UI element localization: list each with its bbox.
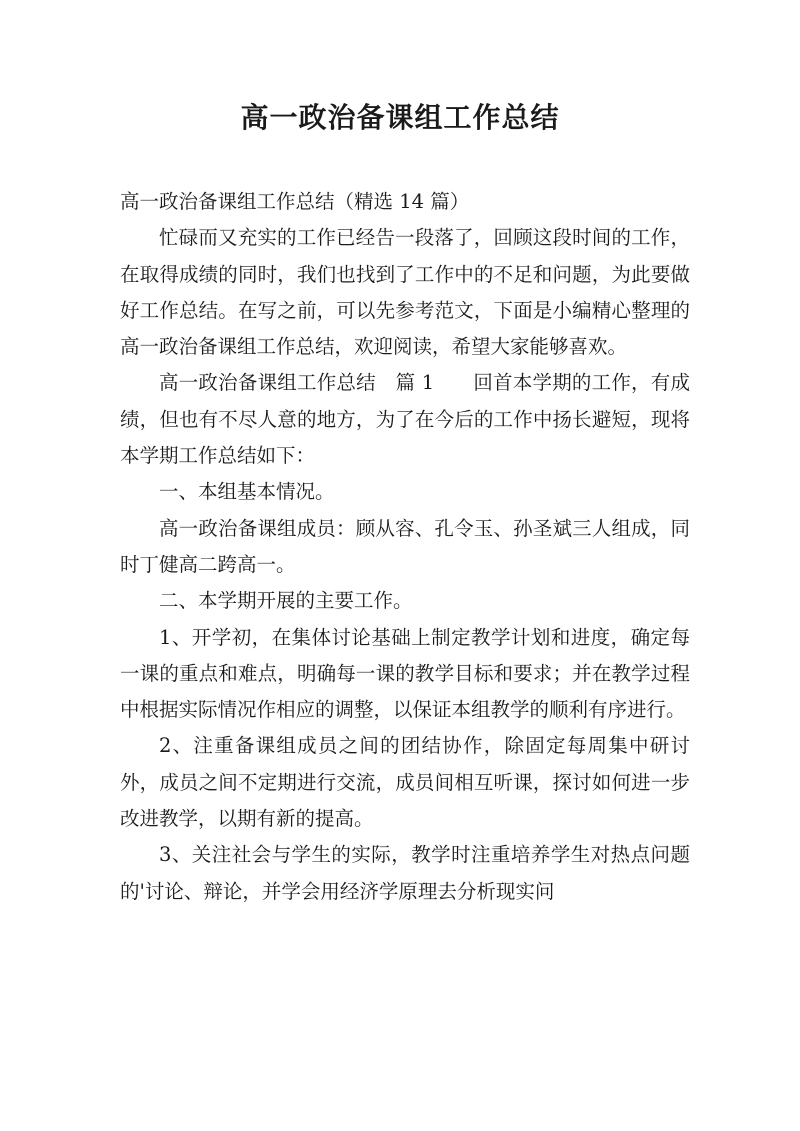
document-body <box>120 184 690 910</box>
article-paragraph <box>120 365 690 474</box>
list-item-1: 1、开学初，在集体讨论基础上制定教学计划和进度，确定每一课的重点和难点，明确每一课的教学目标和要求；并在教学过程中根据实际情况作相应的调整，以保证本组教学的顺利有序进行。 <box>120 625 690 722</box>
document-title: 高一政治备课组工作总结 <box>240 101 560 134</box>
document-subtitle: 高一政治备课组工作总结（精选 14 篇） <box>120 190 470 213</box>
article-lead: 回首本学期的工作，有成绩，但也有不尽人意的地方，为了在今后的工作中扬长避短，现将本学期工作总结如下： <box>120 371 690 468</box>
section1-text: 高一政治备课组成员：顾从容、孔令玉、孙圣斌三人组成，同时丁健高二跨高一。 <box>120 516 690 576</box>
section1-heading: 一、本组基本情况。 <box>159 480 335 504</box>
list-item-3: 3、关注社会与学生的实际，教学时注重培养学生对热点问题的'讨论、辩论，并学会用经济学原理去分析现实问 <box>120 843 690 903</box>
article-heading: 高一政治备课组工作总结 篇 1 <box>159 371 435 395</box>
section2-heading: 二、本学期开展的主要工作。 <box>159 589 413 613</box>
intro-paragraph: 忙碌而又充实的工作已经告一段落了，回顾这段时间的工作，在取得成绩的同时，我们也找到了工作中的不足和问题，为此要做好工作总结。在写之前，可以先参考范文，下面是小编精心整理的高一政治备课组工作总结，欢迎阅读，希望大家能够喜欢。 <box>120 226 690 359</box>
list-item-2: 2、注重备课组成员之间的团结协作，除固定每周集中研讨外，成员之间不定期进行交流，成员间相互听课，探讨如何进一步改进教学，以期有新的提高。 <box>120 734 690 831</box>
